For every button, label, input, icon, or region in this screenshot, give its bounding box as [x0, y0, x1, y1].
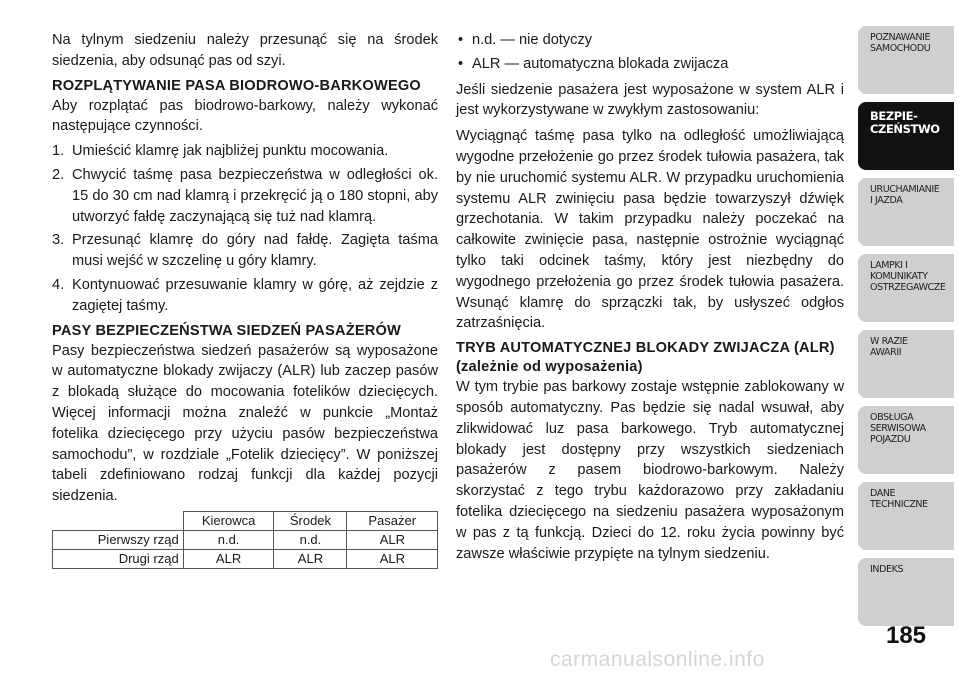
step-item	[52, 165, 438, 227]
table-row	[53, 549, 438, 568]
tab-uruchamianie-i-jazda[interactable]: URUCHAMIANIE I JAZDA	[858, 178, 954, 246]
belt-pull-paragraph: Wyciągnąć taśmę pasa tylko na odległość umożliwiającą wygodne przełożenie go przez środek tułowia pasażera, tak by nie uruchomić systemu ALR. W przypadku uruchomienia systemu ALR zwinięciu pasa będzie towarzyszył dźwięk grzechotania. W takim przypadku należy poczekać na całkowite zwinięcie pasa, następnie ostrożnie wyciągnąć tylko taki odcinek taśmy, który jest niezbędny do wygodnego przełożenia go przez środek tułowia pasażera. Wsunąć klamrę do sprzączki tak, by usłyszeć odgłos zatrzaśnięcia.	[456, 128, 844, 332]
tab-bezpieczenstwo[interactable]: BEZPIE- CZEŃSTWO	[858, 102, 954, 170]
table-cell: ALR	[347, 549, 438, 568]
table-cell: n.d.	[183, 530, 274, 549]
tab-indeks[interactable]: INDEKS	[858, 558, 954, 626]
bullet-icon: •	[458, 32, 464, 48]
table-header-cell: Środek	[274, 511, 347, 530]
list-item	[456, 30, 844, 51]
table-row-label: Drugi rząd	[53, 549, 184, 568]
step-item	[52, 230, 438, 272]
step-item	[52, 141, 438, 162]
table-row	[53, 530, 438, 549]
table-cell: ALR	[274, 549, 347, 568]
abbreviation-list	[456, 30, 844, 75]
section-heading-alr-mode: TRYB AUTOMATYCZNEJ BLOKADY ZWIJACZA (ALR) (zależnie od wyposażenia)	[456, 340, 835, 376]
untangle-paragraph: Aby rozplątać pas biodrowo-barkowy, należy wykonać następujące czynności.	[52, 97, 438, 135]
alr-mode-paragraph: W tym trybie pas barkowy zostaje wstępnie zablokowany w sposób automatyczny. Pas będzie się nadal wsuwał, aby zlikwidować luz pasa barkowego. Tryb automatycznej blokady jest dostępny przy wszystkich siedzeniach pasażerów z pasem biodrowo-barkowym. Należy skorzystać z tego trybu każdorazowo przy zakładaniu fotelika dziecięcego na siedzeniu pasażera wyposażonym w pas z tą funkcją. Dzieci do 12. roku życia powinny być zawsze właściwie przypięte na tylnym siedzeniu.	[456, 379, 844, 562]
chapter-tab-strip	[858, 26, 960, 646]
intro-paragraph: Na tylnym siedzeniu należy przesunąć się na środek siedzenia, aby odsunąć pas od szyi.	[52, 32, 438, 69]
right-column	[456, 30, 844, 564]
step-number: 3.	[52, 232, 65, 249]
step-number: 1.	[52, 143, 65, 160]
seat-function-table	[52, 511, 438, 569]
passenger-belts-paragraph: Pasy bezpieczeństwa siedzeń pasażerów są wyposażone w automatyczne blokady zwijaczy (ALR) lub zaczep pasów z blokadą służące do mocowania fotelików dziecięcych. Więcej informacji można znaleźć w punkcie „Montaż fotelika dziecięcego przy użyciu pasów bezpieczeństwa samochodu”, w rozdziale „Fotelik dziecięcy”. W poniższej tabeli zdefiniowano rodzaj funkcji dla każdej pozycji siedzenia.	[52, 342, 438, 505]
tab-lampki-i-komunikaty[interactable]: LAMPKI I KOMUNIKATY OSTRZEGAWCZE	[858, 254, 954, 322]
table-cell: ALR	[347, 530, 438, 549]
step-number: 4.	[52, 276, 65, 293]
table-header-cell: Pasażer	[347, 511, 438, 530]
left-column	[52, 30, 438, 569]
step-text: Przesunąć klamrę do góry nad fałdę. Zagięta taśma musi wejść w szczelinę u góry klamry.	[72, 232, 438, 270]
tab-poznawanie-samochodu[interactable]: POZNAWANIE SAMOCHODU	[858, 26, 954, 94]
table-header-row	[53, 511, 438, 530]
section-heading-untangle: ROZPLĄTYWANIE PASA BIODROWO-BARKOWEGO	[52, 77, 421, 94]
table-cell: ALR	[183, 549, 274, 568]
alr-usage-paragraph: Jeśli siedzenie pasażera jest wyposażone w system ALR i jest wykorzystywane w zwykłym zastosowaniu:	[456, 81, 844, 119]
list-item-text: ALR — automatyczna blokada zwijacza	[472, 55, 729, 72]
tab-obsluga-serwisowa[interactable]: OBSŁUGA SERWISOWA POJAZDU	[858, 406, 954, 474]
step-number: 2.	[52, 166, 65, 183]
step-text: Kontynuować przesuwanie klamry w górę, aż zejdzie z zagiętej taśmy.	[72, 276, 438, 314]
bullet-icon: •	[458, 55, 464, 72]
table-row-label: Pierwszy rząd	[53, 530, 184, 549]
tab-w-razie-awarii[interactable]: W RAZIE AWARII	[858, 330, 954, 398]
table-header-cell: Kierowca	[183, 511, 274, 530]
list-item	[456, 54, 844, 75]
step-text: Umieścić klamrę jak najbliżej punktu mocowania.	[72, 143, 389, 160]
tab-dane-techniczne[interactable]: DANE TECHNICZNE	[858, 482, 954, 550]
watermark: carmanualsonline.info	[550, 648, 765, 671]
section-heading-passenger-belts: PASY BEZPIECZEŃSTWA SIEDZEŃ PASAŻERÓW	[52, 322, 402, 339]
page-number: 185	[885, 622, 927, 649]
step-text: Chwycić taśmę pasa bezpieczeństwa w odległości ok. 15 do 30 cm nad klamrą i przekręcić ją o 180 stopni, aby utworzyć fałdę zaczynającą się tuż nad klamrą.	[72, 166, 438, 225]
step-item	[52, 275, 438, 317]
table-corner-cell	[53, 511, 184, 530]
table-cell: n.d.	[274, 530, 347, 549]
list-item-text: n.d. — nie dotyczy	[472, 32, 593, 48]
untangle-steps	[52, 141, 438, 316]
